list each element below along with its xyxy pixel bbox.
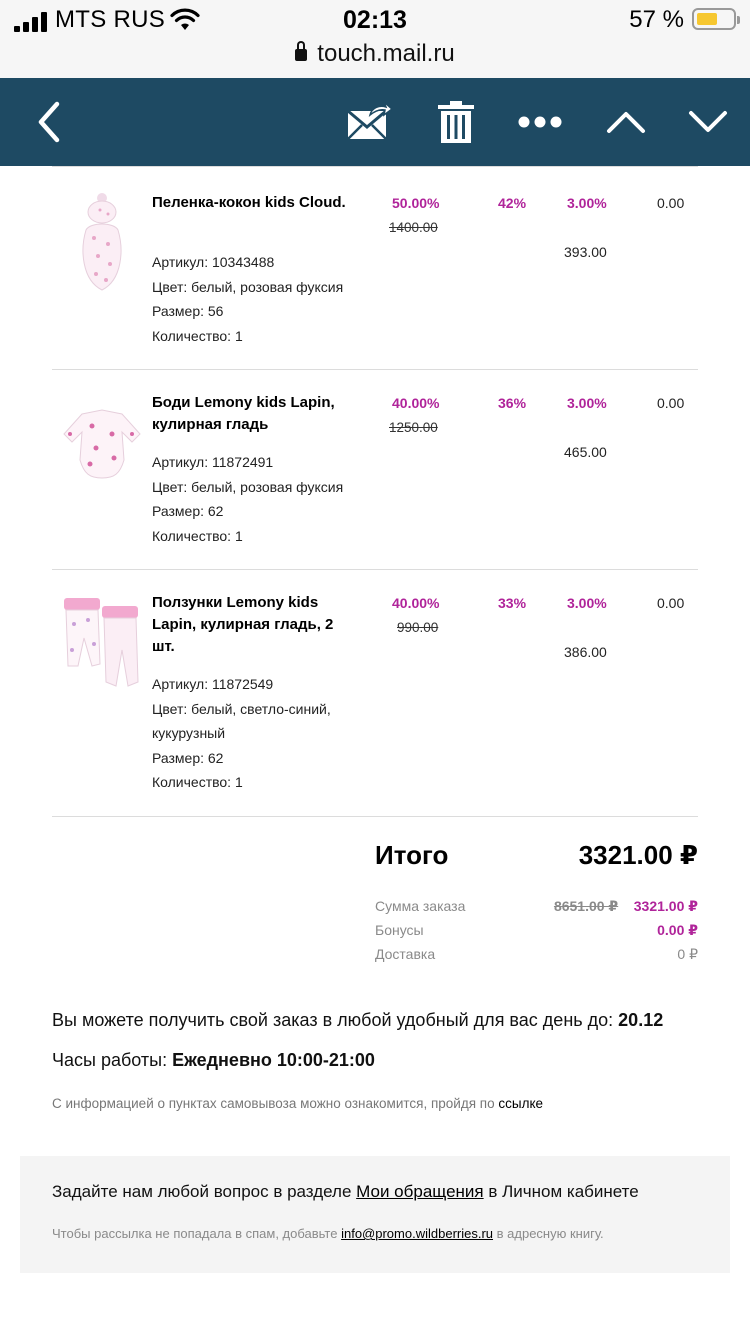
product-attributes [152, 250, 343, 348]
pickup-note [52, 1096, 543, 1111]
product-color: Цвет: белый, розовая фуксия [152, 478, 344, 495]
item-bonus: 0.00 [657, 595, 685, 611]
old-price: 1400.00 [389, 220, 438, 235]
question-post: в Личном кабинете [488, 1182, 639, 1201]
product-size: Размер: 62 [152, 503, 224, 519]
divider [52, 166, 698, 167]
product-size: Размер: 62 [152, 749, 224, 766]
url-text: touch.mail.ru [317, 40, 455, 67]
product-image[interactable] [62, 594, 142, 690]
hours-value: Ежедневно 10:00-21:00 [172, 1050, 375, 1070]
discount-percent: 50.00% [392, 195, 440, 211]
back-icon[interactable] [28, 78, 68, 166]
extra-discount: 3.00% [567, 595, 607, 611]
item-price: 393.00 [564, 244, 607, 260]
pickup-info [52, 1010, 663, 1031]
order-item [52, 570, 698, 817]
pickup-link[interactable]: ссылке [498, 1096, 544, 1111]
item-price: 465.00 [564, 444, 607, 460]
delivery-value: 0 ₽ [677, 946, 698, 962]
lock-icon [295, 49, 307, 61]
product-color: Цвет: белый, розовая фуксия [152, 278, 344, 295]
product-attributes [152, 450, 343, 548]
product-color: Цвет: белый, светло-синий, [152, 700, 331, 717]
order-sum-label: Сумма заказа [375, 898, 466, 914]
extra-discount: 3.00% [567, 395, 607, 411]
product-color-cont: кукурузный [152, 725, 226, 741]
more-icon[interactable] [516, 78, 564, 166]
product-article: Артикул: 11872549 [152, 676, 274, 692]
personal-discount: 33% [498, 595, 527, 611]
extra-discount: 3.00% [567, 195, 607, 211]
product-image[interactable] [62, 190, 142, 294]
trash-icon[interactable] [434, 78, 478, 166]
product-article: Артикул: 11872491 [152, 454, 274, 470]
battery-percent: 57 % [629, 6, 684, 33]
discount-percent: 40.00% [392, 595, 440, 611]
personal-discount: 36% [498, 395, 527, 411]
delivery-label: Доставка [375, 946, 436, 962]
discount-percent: 40.00% [392, 395, 440, 411]
carrier-name: MTS RUS [55, 6, 166, 33]
total-label: Итого [375, 840, 449, 870]
battery-icon [692, 8, 736, 30]
product-name[interactable]: Пеленка-кокон kids Cloud. [152, 194, 346, 211]
product-article: Артикул: 10343488 [152, 254, 275, 270]
order-item [52, 170, 698, 370]
question-line [52, 1182, 639, 1202]
product-name[interactable]: Ползунки Lemony kids Lapin, кулирная гладь, 2 шт. [152, 594, 334, 655]
status-bar [0, 0, 750, 78]
product-quantity: Количество: 1 [152, 327, 243, 344]
spam-pre: Чтобы рассылка не попадала в спам, добавьте [52, 1226, 338, 1241]
item-price: 386.00 [564, 644, 607, 660]
status-time: 02:13 [343, 6, 407, 34]
product-image[interactable] [62, 408, 142, 480]
order-sum-new: 3321.00 ₽ [633, 898, 698, 914]
product-attributes [152, 672, 331, 795]
move-mail-icon[interactable] [340, 78, 396, 166]
bonus-value: 0.00 ₽ [657, 922, 698, 938]
pickup-text: Вы можете получить свой заказ в любой удобный для вас день до: [52, 1010, 614, 1030]
total-value: 3321.00 ₽ [578, 840, 698, 870]
spam-note [52, 1226, 604, 1241]
old-price: 990.00 [397, 620, 439, 635]
personal-discount: 42% [498, 195, 527, 211]
footer-box [20, 1156, 730, 1273]
product-quantity: Количество: 1 [152, 774, 243, 790]
item-bonus: 0.00 [657, 195, 685, 211]
address-bar[interactable] [0, 40, 750, 68]
product-quantity: Количество: 1 [152, 527, 243, 544]
next-icon[interactable] [686, 78, 730, 166]
note-text: С информацией о пунктах самовывоза можно ознакомится, пройдя по [52, 1096, 495, 1111]
prev-icon[interactable] [604, 78, 648, 166]
email-link[interactable]: info@promo.wildberries.ru [341, 1226, 494, 1241]
item-bonus: 0.00 [657, 395, 685, 411]
delivery-row [375, 946, 698, 962]
order-item [52, 370, 698, 570]
working-hours [52, 1050, 375, 1071]
bonus-label: Бонусы [375, 922, 424, 938]
order-sum-row [375, 898, 698, 914]
order-sum-old: 8651.00 ₽ [553, 898, 619, 914]
my-requests-link[interactable]: Мои обращения [356, 1182, 484, 1201]
question-pre: Задайте нам любой вопрос в разделе [52, 1182, 352, 1201]
pickup-date: 20.12 [618, 1010, 664, 1030]
product-name[interactable]: Боди Lemony kids Lapin, кулирная гладь [152, 394, 335, 433]
spam-post: в адресную книгу. [496, 1226, 604, 1241]
mail-toolbar [0, 78, 750, 166]
product-size: Размер: 56 [152, 303, 224, 319]
hours-label: Часы работы: [52, 1050, 168, 1070]
bonus-row [375, 922, 698, 938]
old-price: 1250.00 [389, 420, 438, 435]
